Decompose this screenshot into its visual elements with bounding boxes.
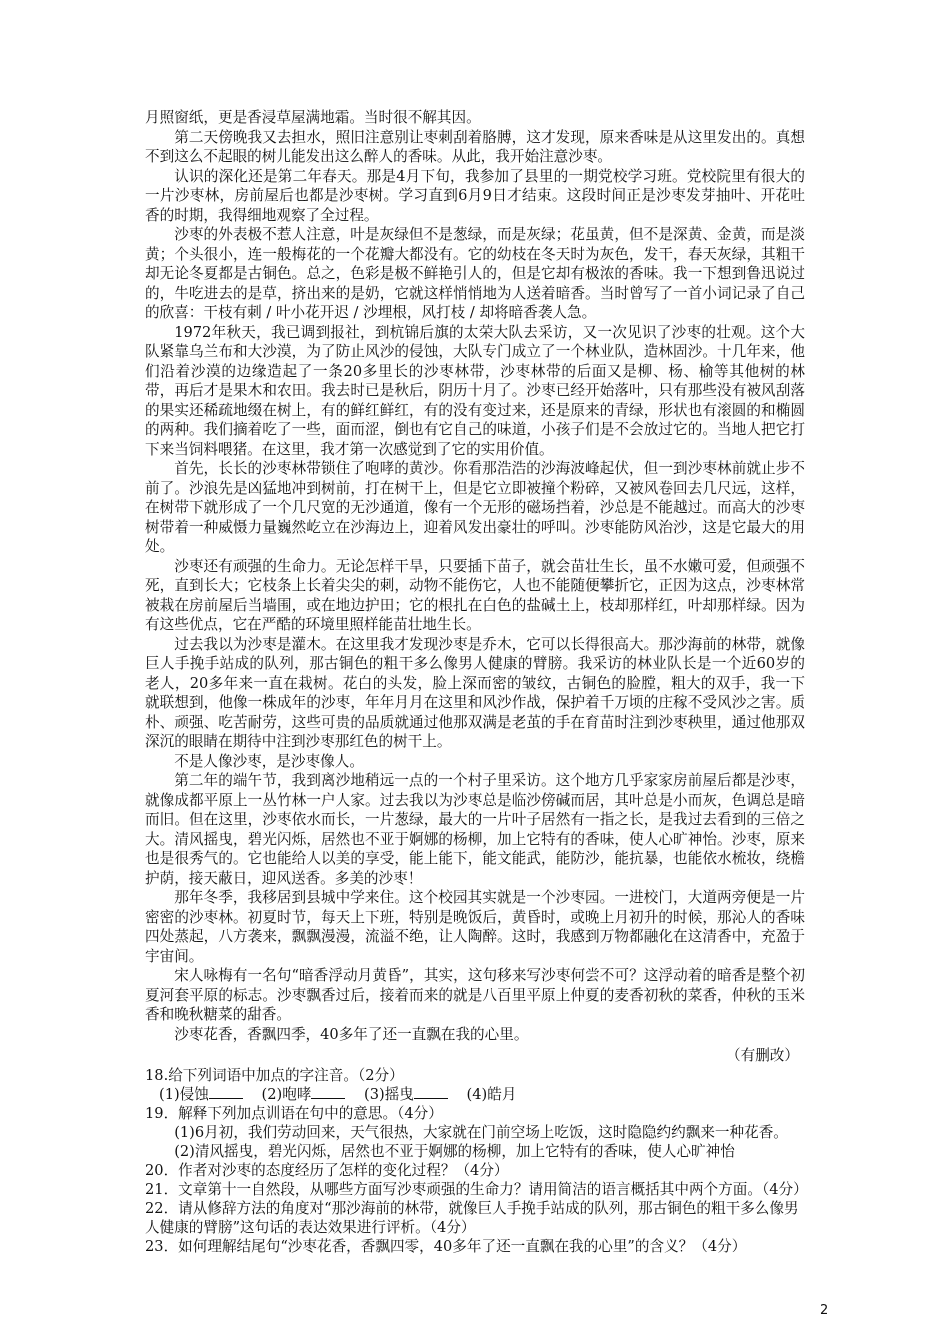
q18-item-4: (4)皓月 (466, 1085, 517, 1103)
questions (145, 1066, 808, 1256)
paragraph: 认识的深化还是第二年春天。那是4月下旬，我参加了县里的一期党校学习班。党校院里有很大的一片沙枣林，房前屋后也都是沙枣树。学习直到6月9日才结束。这段时间正是沙枣发芽抽叶、开花吐香的时期，我得细地观察了全过程。 (145, 167, 805, 224)
paragraph: 沙枣的外表极不惹人注意，叶是灰绿但不是葱绿，而是灰绿；花虽黄，但不是深黄、金黄，而是淡黄；个头很小，连一般梅花的一个花瓣大都没有。它的幼枝在冬天时为灰色，发干，春天灰绿，其粗干却无论冬夏都是古铜色。总之，色彩是极不鲜艳引人的，但是它却有极浓的香味。我一下想到鲁迅说过的，牛吃进去的是草，挤出来的是奶，它就这样悄悄地为人送着暗香。当时曾写了一首小词记录了自己的欣喜：干枝有刺 / 叶小花开迟 / 沙埋根，风打枝 / 却将暗香袭人急。 (145, 226, 805, 321)
paragraph: 月照窗纸，更是香浸草屋满地霜。当时很不解其因。 (145, 109, 481, 126)
q18-item-1: (1)侵蚀 (159, 1085, 209, 1103)
paragraph: 1972年秋天，我已调到报社，到杭锦后旗的太荣大队去采访，又一次见识了沙枣的壮观。这个大队紧靠乌兰布和大沙漠，为了防止风沙的侵蚀，大队专门成立了一个林业队，造林固沙。十几年来，他们沿着沙漠的边缘造起了一条20多里长的沙枣林带，沙枣林带的后面又是柳、杨、榆等其他树的林带，再后才是果木和农田。我去时已是秋后，阴历十月了。沙枣已经开始落叶，只有那些没有被风刮落的果实还稀疏地缀在树上，有的鲜红鲜红，有的没有变过来，还是原来的青绿，形状也有滚圆的和椭圆的两种。我们摘着吃了一些，面而涩，倒也有它自己的味道，小孩子们是不会放过它的。当地人把它打下来当饲料喂猪。在这里，我才第一次感觉到了它的实用价值。 (145, 323, 805, 458)
question-22: 22．请从修辞方法的角度对“那沙海前的林带，就像巨人手挽手站成的队列，那古铜色的粗干多么像男人健康的臂膀”这句话的表达效果进行评析。（4分） (145, 1199, 799, 1236)
q18-item-2: (2)咆哮 (261, 1085, 312, 1103)
question-21: 21．文章第十一自然段，从哪些方面写沙枣顽强的生命力？请用简洁的语言概括其中两个方面。（4分） (145, 1180, 808, 1198)
answer-blank (311, 1085, 345, 1099)
question-18-items (145, 1085, 805, 1104)
paragraph: 沙枣还有顽强的生命力。无论怎样干旱，只要插下苗子，就会苗壮生长，虽不水嫩可爱，但顽强不死，直到长大；它枝条上长着尖尖的刺，动物不能伤它，人也不能随便攀折它，正因为这点，沙枣林常被栽在房前屋后当墙围，或在地边护田；它的根扎在白色的盐碱土上，枝却那样红，叶却那样绿。因为有这些优点，它在严酷的环境里照样能苗壮地生长。 (145, 557, 805, 633)
paragraph: 第二年的端午节，我到离沙地稍远一点的一个村子里采访。这个地方几乎家家房前屋后都是沙枣，就像成都平原上一丛竹林一户人家。过去我以为沙枣总是临沙傍碱而居，其叶总是小而灰，色调总是暗而旧。但在这里，沙枣依水而长，一片葱绿，最大的一片叶子居然有一指之长，是我过去看到的三倍之大。清风摇曳，碧光闪烁，居然也不亚于婀娜的杨柳，加上它特有的香味，使人心旷神怡。沙枣，原来也是很秀气的。它也能给人以美的享受，能上能下，能文能武，能防沙，能抗暴，也能依水梳妆，绕檐护荫，接天蔽日，迎风送香。多美的沙枣！ (145, 772, 805, 887)
question-20: 20．作者对沙枣的态度经历了怎样的变化过程？（4分） (145, 1161, 509, 1179)
article-body (145, 108, 805, 1044)
document-page (145, 108, 808, 1256)
question-19-sub2: (2)清风摇曳，碧光闪烁，居然也不亚于婀娜的杨柳，加上它特有的香味，使人心旷神怡 (174, 1142, 735, 1160)
paragraph: 宋人咏梅有一名句“暗香浮动月黄昏”，其实，这句移来写沙枣何尝不可？这浮动着的暗香是整个初夏河套平原的标志。沙枣飘香过后，接着而来的就是八百里平原上仲夏的麦香初秋的菜香，仲秋的玉米香和晚秋糖菜的甜香。 (145, 967, 805, 1023)
question-19-sub1: (1)6月初，我们劳动回来，天气很热，大家就在门前空场上吃饭，这时隐隐约约飘来一种花香。 (174, 1123, 788, 1141)
paragraph: 沙枣花香，香飘四季，40多年了还一直飘在我的心里。 (174, 1025, 529, 1043)
paragraph: 首先，长长的沙枣林带锁住了咆哮的黄沙。你看那浩浩的沙海波峰起伏，但一到沙枣林前就止步不前了。沙浪先是凶猛地冲到树前，打在树干上，但是它立即被撞个粉碎，又被风卷回去几尺远，这样，在树带下就形成了一个几尺宽的无沙通道，像有一个无形的磁场挡着，沙总是不能越过。而高大的沙枣树带着一种威慑力量巍然屹立在沙海边上，迎着风发出豪壮的呼叫。沙枣能防风治沙，这是它最大的用处。 (145, 460, 805, 555)
paragraph: 过去我以为沙枣是灌木。在这里我才发现沙枣是乔木，它可以长得很高大。那沙海前的林带，就像巨人手挽手站成的队列，那古铜色的粗干多么像男人健康的臂膀。我采访的林业队长是一个近60岁的老人，20多年来一直在栽树。花白的头发，脸上深而密的皱纹，古铜色的脸膛，粗大的双手，我一下就联想到，他像一株成年的沙枣，年年月月在这里和风沙作战，保护着千万顷的庄稼不受风沙之害。质朴、顽强、吃苦耐劳，这些可贵的品质就通过他那双满是老茧的手在育苗时注到沙枣秧里，通过他那双深沉的眼睛在期待中注到沙枣那红色的树干上。 (145, 635, 805, 750)
page-number: 2 (820, 1303, 829, 1318)
question-18-stem: 18.给下列词语中加点的字注音。（2分） (145, 1066, 404, 1084)
answer-blank (209, 1085, 243, 1099)
question-19-stem: 19．解释下列加点训语在句中的意思。（4分） (145, 1104, 443, 1122)
paragraph: 那年冬季，我移居到县城中学来住。这个校园其实就是一个沙枣园。一进校门，大道两旁便是一片密密的沙枣林。初夏时节，每天上下班，特别是晚饭后，黄昏时，或晚上月初升的时候，那沁人的香味四处蒸起，八方袭来，飘飘漫漫，流溢不绝，让人陶醉。这时，我感到万物都融化在这清香中，充盈于宇宙间。 (145, 889, 805, 965)
paragraph: 第二天傍晚我又去担水，照旧注意别让枣刺刮着胳膊，这才发现，原来香味是从这里发出的。真想不到这么不起眼的树儿能发出这么醉人的香味。从此，我开始注意沙枣。 (145, 128, 805, 165)
question-23: 23．如何理解结尾句“沙枣花香，香飘四零，40多年了还一直飘在我的心里”的含义？（4分） (145, 1237, 747, 1255)
source-note: （有删改） (726, 1047, 799, 1064)
answer-blank (414, 1085, 448, 1099)
q18-item-3: (3)摇曳 (364, 1085, 414, 1103)
paragraph: 不是人像沙枣，是沙枣像人。 (174, 752, 364, 770)
